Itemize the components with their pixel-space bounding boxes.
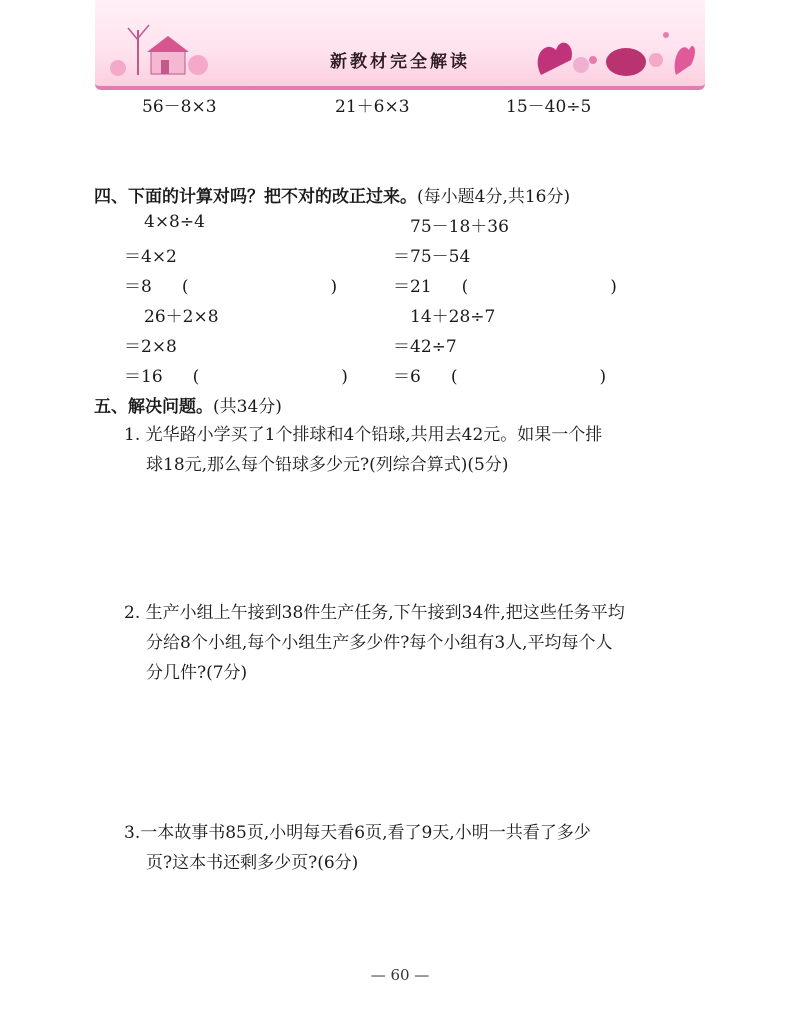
problem-1-line-1: 4×8÷4 <box>144 212 205 232</box>
problem-4-answer-blank[interactable]: ( ) <box>450 367 643 387</box>
question-2-number: 2. <box>124 603 141 623</box>
section4-heading <box>94 182 570 207</box>
question-1 <box>124 420 724 480</box>
problem-3-line-3 <box>124 362 384 387</box>
page-number: — 60 — <box>370 966 430 984</box>
question-2-line-1 <box>124 598 724 628</box>
question-3-line-2: 页?这本书还剩多少页?(6分) <box>146 853 359 873</box>
question-2-text-1: 生产小组上午接到38件生产任务,下午接到34件,把这些任务平均 <box>145 603 625 623</box>
question-1-number: 1. <box>124 425 141 445</box>
problem-3-answer-blank[interactable]: ( ) <box>192 367 384 387</box>
problem-4-result: ＝6 <box>393 367 421 387</box>
section4-title: 四、下面的计算对吗？把不对的改正过来。 <box>94 187 417 207</box>
problem-2-line-1: 75－18＋36 <box>410 217 509 237</box>
question-1-line-2: 球18元,那么每个铅球多少元?(列综合算式)(5分) <box>146 455 509 475</box>
question-3 <box>124 818 724 878</box>
problem-4-line-2: ＝42÷7 <box>393 337 457 357</box>
problem-2-line-2: ＝75－54 <box>393 247 471 267</box>
problem-1-line-2: ＝4×2 <box>124 247 177 267</box>
question-2-line-3: 分几件?(7分) <box>146 663 248 683</box>
question-3-line-1 <box>124 818 724 848</box>
problem-1-line-3 <box>124 272 373 297</box>
problem-2-result: ＝21 <box>393 277 432 297</box>
problem-4-line-3 <box>393 362 642 387</box>
problem-1-answer-blank[interactable]: ( ) <box>181 277 374 297</box>
section3-expression-1: 56－8×3 <box>142 97 217 117</box>
section5-heading <box>94 392 282 417</box>
section3-expression-3: 15－40÷5 <box>506 97 592 117</box>
question-2-line-2: 分给8个小组,每个小组生产多少件?每个小组有3人,平均每个人 <box>146 633 613 653</box>
problem-2-line-3 <box>393 272 653 297</box>
problem-3-line-1: 26＋2×8 <box>144 307 219 327</box>
question-3-number: 3. <box>124 823 141 843</box>
problem-2-answer-blank[interactable]: ( ) <box>461 277 653 297</box>
question-1-text-1: 光华路小学买了1个排球和4个铅球,共用去42元。如果一个排 <box>145 425 603 445</box>
header-banner <box>95 0 705 90</box>
section5-score-note: (共34分) <box>213 397 282 417</box>
question-1-line-1 <box>124 420 724 450</box>
flower-bush-illustration-icon <box>521 20 701 80</box>
problem-1-result: ＝8 <box>124 277 152 297</box>
section3-expression-2: 21＋6×3 <box>335 97 410 117</box>
problem-3-line-2: ＝2×8 <box>124 337 177 357</box>
problem-4-line-1: 14＋28÷7 <box>410 307 496 327</box>
problem-3-result: ＝16 <box>124 367 163 387</box>
section5-title: 五、解决问题。 <box>94 397 213 417</box>
question-2 <box>124 598 724 688</box>
section4-score-note: (每小题4分,共16分) <box>417 187 571 207</box>
header-title: 新教材完全解读 <box>330 52 470 72</box>
question-3-text-1: 一本故事书85页,小明每天看6页,看了9天,小明一共看了多少 <box>140 823 591 843</box>
